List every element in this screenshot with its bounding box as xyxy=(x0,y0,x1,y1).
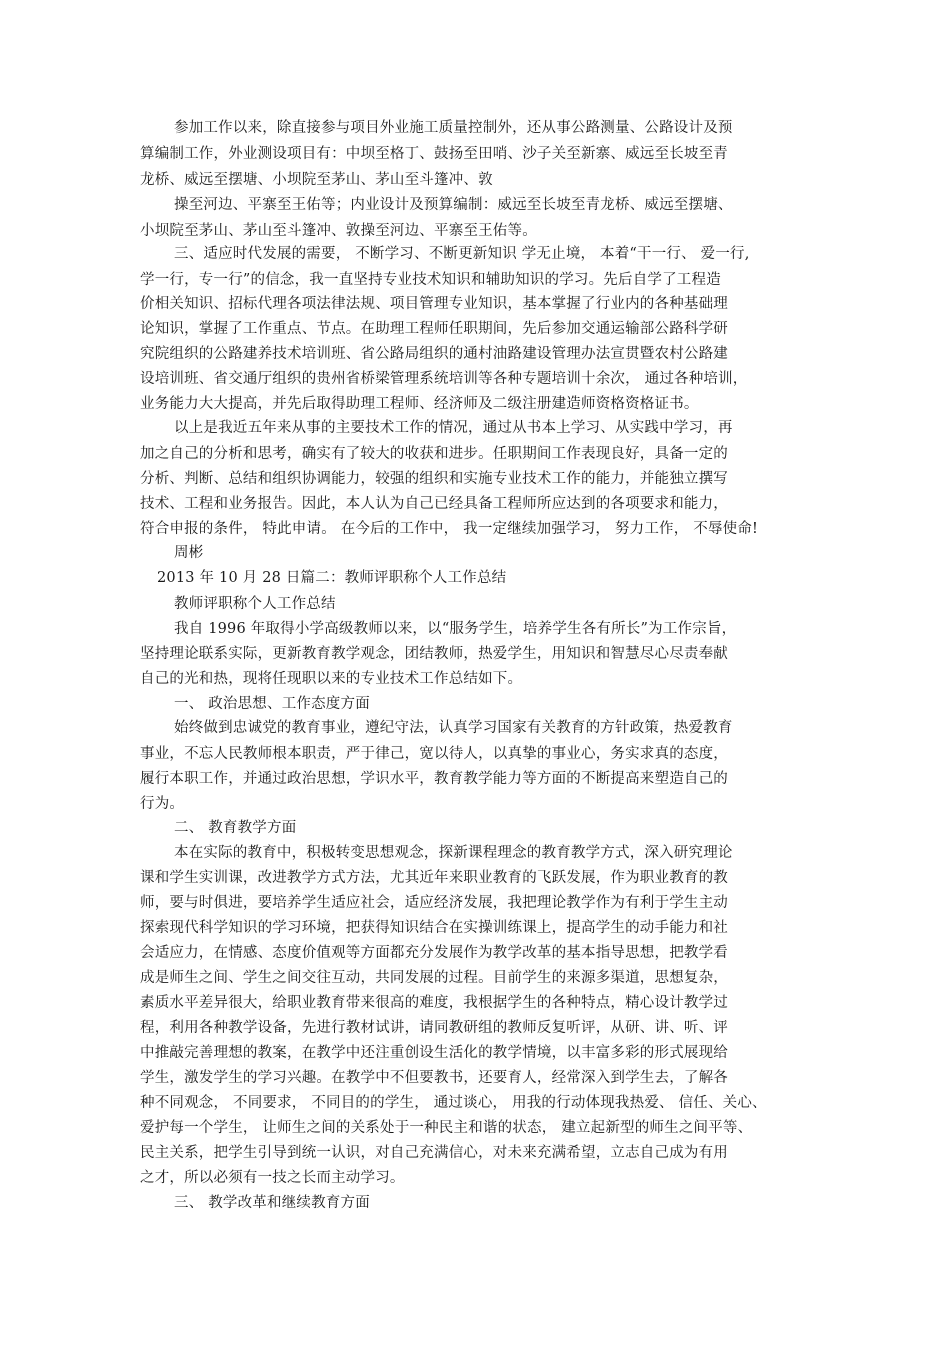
text-line: 分析、判断、总结和组织协调能力，较强的组织和实施专业技术工作的能力，并能独立撰写 xyxy=(140,471,728,487)
text-line: 操至河边、平寨至王佑等；内业设计及预算编制：威远至长坡至青龙桥、威远至摆塘、 xyxy=(174,197,733,213)
text-line: 设培训班、省交通厅组织的贵州省桥梁管理系统培训等各种专题培训十余次， 通过各种培训， xyxy=(140,371,748,387)
text-line: 学一行，专一行”的信念，我一直坚持专业技术知识和辅助知识的学习。先后自学了工程造 xyxy=(140,272,721,288)
signature-name: 周彬 xyxy=(174,545,204,561)
text-line: 自己的光和热，现将任现职以来的专业技术工作总结如下。 xyxy=(140,671,523,687)
text-line: 行为。 xyxy=(140,796,185,812)
text-line: 参加工作以来，除直接参与项目外业施工质量控制外，还从事公路测量、公路设计及预 xyxy=(174,120,733,136)
text-line: 程，利用各种教学设备，先进行教材试讲，请同教研组的教师反复听评，从研、讲、听、评 xyxy=(140,1020,728,1036)
section-heading: 一、 政治思想、工作态度方面 xyxy=(174,696,370,712)
text-line: 师，要与时俱进，要培养学生适应社会，适应经济发展，我把理论教学作为有利于学生主动 xyxy=(140,895,728,911)
text-line: 本在实际的教育中，积极转变思想观念，探新课程理念的教育教学方式，深入研究理论 xyxy=(174,845,733,861)
text-line: 种不同观念， 不同要求， 不同目的的学生， 通过谈心， 用我的行动体现我热爱、 信任、关心、 xyxy=(140,1095,767,1111)
text-line: 素质水平差异很大，给职业教育带来很高的难度，我根据学生的各种特点，精心设计教学过 xyxy=(140,995,728,1011)
text-line: 爱护每一个学生， 让师生之间的关系处于一种民主和谐的状态， 建立起新型的师生之间平等、 xyxy=(140,1120,753,1136)
text-line: 究院组织的公路建养技术培训班、省公路局组织的通村油路建设管理办法宣贯暨农村公路建 xyxy=(140,346,728,362)
text-line: 技术、工程和业务报告。因此，本人认为自己已经具备工程师所应达到的各项要求和能力， xyxy=(140,496,728,512)
text-line: 中推敲完善理想的教案，在教学中还注重创设生活化的教学情境，以丰富多彩的形式展现给 xyxy=(140,1045,728,1061)
text-line: 始终做到忠诚党的教育事业，遵纪守法，认真学习国家有关教育的方针政策，热爱教育 xyxy=(174,720,733,736)
section-heading: 三、 教学改革和继续教育方面 xyxy=(174,1195,370,1211)
text-line: 算编制工作，外业测设项目有：中坝至格丁、鼓扬至田哨、沙子关至新寨、威远至长坡至青 xyxy=(140,146,728,162)
section-title: 教师评职称个人工作总结 xyxy=(174,596,336,612)
text-line: 价相关知识、招标代理各项法律法规、项目管理专业知识，基本掌握了行业内的各种基础理 xyxy=(140,296,728,312)
text-line: 论知识，掌握了工作重点、节点。在助理工程师任职期间，先后参加交通运输部公路科学研 xyxy=(140,321,728,337)
section-heading: 二、 教育教学方面 xyxy=(174,820,297,836)
text-line: 符合申报的条件， 特此申请。 在今后的工作中， 我一定继续加强学习， 努力工作， 不辱使命! xyxy=(140,521,759,537)
text-line: 成是师生之间、学生之间交往互动，共同发展的过程。目前学生的来源多渠道，思想复杂， xyxy=(140,970,728,986)
text-line: 业务能力大大提高，并先后取得助理工程师、经济师及二级注册建造师资格资格证书。 xyxy=(140,396,699,412)
text-line: 三、适应时代发展的需要， 不断学习、不断更新知识 学无止境， 本着“干一行、 爱一行, xyxy=(174,246,750,262)
text-line: 以上是我近五年来从事的主要技术工作的情况，通过从书本上学习、从实践中学习，再 xyxy=(174,420,733,436)
text-line: 学生，激发学生的学习兴趣。在教学中不但要教书，还要育人，经常深入到学生去，了解各 xyxy=(140,1070,728,1086)
text-line: 坚持理论联系实际，更新教育教学观念，团结教师，热爱学生，用知识和智慧尽心尽责奉献 xyxy=(140,646,728,662)
text-line: 我自 1996 年取得小学高级教师以来，以“服务学生，培养学生各有所长”为工作宗旨， xyxy=(174,621,737,637)
text-line: 龙桥、威远至摆塘、小坝院至茅山、茅山至斗篷冲、敦 xyxy=(140,172,493,188)
text-line: 民主关系，把学生引导到统一认识，对自己充满信心，对未来充满希望，立志自己成为有用 xyxy=(140,1145,728,1161)
date-line: 2013 年 10 月 28 日篇二：教师评职称个人工作总结 xyxy=(157,570,507,586)
text-line: 探索现代科学知识的学习环境，把获得知识结合在实操训练课上，提高学生的动手能力和社 xyxy=(140,920,728,936)
text-line: 加之自己的分析和思考，确实有了较大的收获和进步。任职期间工作表现良好，具备一定的 xyxy=(140,446,728,462)
text-line: 小坝院至茅山、茅山至斗篷冲、敦操至河边、平寨至王佑等。 xyxy=(140,223,537,239)
text-line: 会适应力，在情感、态度价值观等方面都充分发展作为教学改革的基本指导思想，把教学看 xyxy=(140,945,728,961)
text-line: 课和学生实训课，改进教学方式方法，尤其近年来职业教育的飞跃发展，作为职业教育的教 xyxy=(140,870,728,886)
text-line: 事业，不忘人民教师根本职责，严于律己，宽以待人，以真挚的事业心，务实求真的态度， xyxy=(140,746,728,762)
text-line: 之才，所以必须有一技之长而主动学习。 xyxy=(140,1170,405,1186)
text-line: 履行本职工作，并通过政治思想，学识水平，教育教学能力等方面的不断提高来塑造自己的 xyxy=(140,771,728,787)
